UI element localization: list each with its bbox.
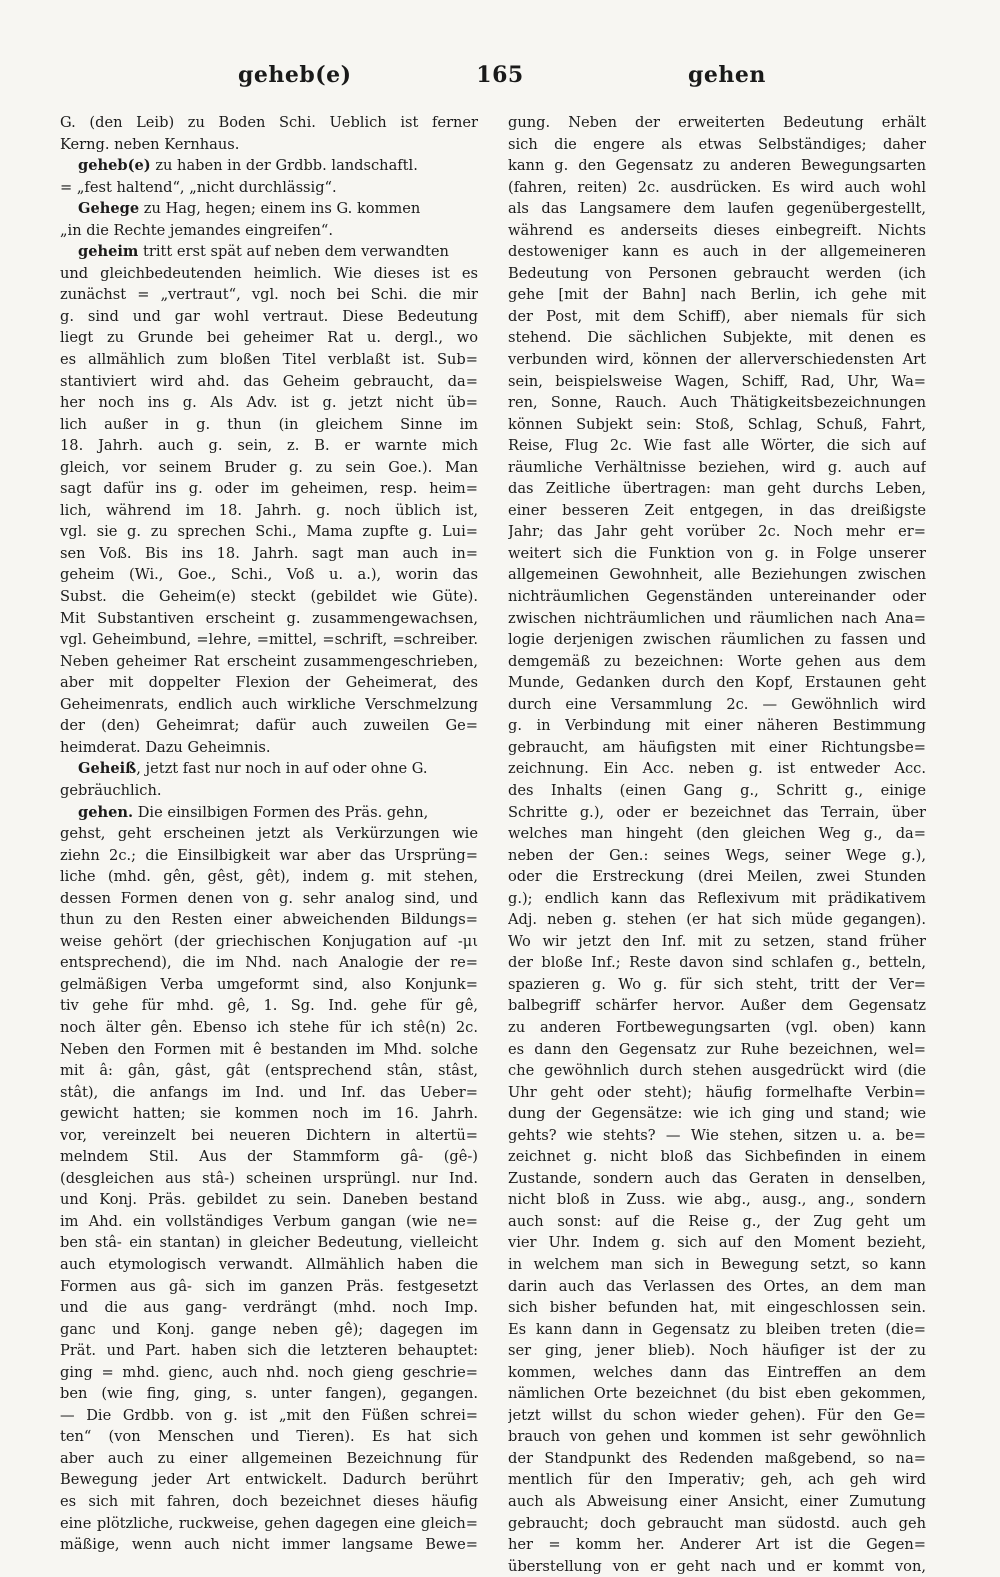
text-line xyxy=(60,1491,478,1513)
text-line xyxy=(508,1168,926,1190)
line-text: demgemäß zu bezeichnen: Worte gehen aus dem xyxy=(508,652,926,670)
line-text: vier Uhr. Indem g. sich auf den Moment bezieht, xyxy=(508,1234,926,1252)
text-line xyxy=(60,1017,478,1039)
line-text: gleich, vor seinem Bruder g. zu sein Goe.). Man xyxy=(60,458,478,476)
text-line xyxy=(508,866,926,888)
text-line xyxy=(508,780,926,802)
text-line xyxy=(508,1017,926,1039)
text-line xyxy=(508,1039,926,1061)
text-line xyxy=(60,802,478,824)
text-line xyxy=(60,198,478,220)
text-line xyxy=(508,349,926,371)
line-text: gehe [mit der Bahn] nach Berlin, ich gehe mit xyxy=(508,286,926,304)
text-line xyxy=(508,1469,926,1491)
text-line xyxy=(60,608,478,630)
text-line xyxy=(508,500,926,522)
text-line xyxy=(60,629,478,651)
line-text: mit â: gân, gâst, gât (entsprechend stân, stâst, xyxy=(60,1062,478,1080)
text-line xyxy=(508,155,926,177)
text-line xyxy=(508,845,926,867)
line-text: überstellung von er geht nach und er kommt von, xyxy=(508,1557,926,1575)
text-line xyxy=(508,1082,926,1104)
text-line xyxy=(508,220,926,242)
text-line xyxy=(508,1211,926,1233)
text-line xyxy=(60,1319,478,1341)
text-line xyxy=(60,155,478,177)
text-line xyxy=(60,500,478,522)
text-line xyxy=(508,1146,926,1168)
line-text: der Standpunkt des Redenden maßgebend, so na= xyxy=(508,1449,926,1467)
column-gutter xyxy=(491,112,492,1412)
line-text: „in die Rechte jemandes eingreifen“. xyxy=(60,221,333,239)
text-line xyxy=(60,823,478,845)
line-text: aber auch zu einer allgemeinen Bezeichnung für xyxy=(60,1449,478,1467)
headword: gehen. xyxy=(78,803,134,821)
line-text: als das Langsamere dem laufen gegenübergestellt, xyxy=(508,200,926,218)
text-line xyxy=(508,241,926,263)
right-column xyxy=(508,112,926,1577)
text-line xyxy=(60,543,478,565)
text-line xyxy=(508,608,926,630)
line-text: nichträumlichen Gegenständen untereinander oder xyxy=(508,588,926,606)
text-line xyxy=(508,909,926,931)
text-line xyxy=(60,349,478,371)
line-text: entsprechend), die im Nhd. nach Analogie der re= xyxy=(60,954,478,972)
line-text: Geheimenrats, endlich auch wirkliche Verschmelzung xyxy=(60,695,478,713)
text-line xyxy=(508,651,926,673)
text-line xyxy=(60,1232,478,1254)
line-text: ben (wie fing, ging, s. unter fangen), gegangen. xyxy=(60,1385,478,1403)
text-line xyxy=(60,1362,478,1384)
line-text: Uhr geht oder steht); häufig formelhafte Verbin= xyxy=(508,1083,926,1101)
line-text: geheim (Wi., Goe., Schi., Voß u. a.), worin das xyxy=(60,566,478,584)
text-line xyxy=(60,1082,478,1104)
line-text: che gewöhnlich durch stehen ausgedrückt wird (die xyxy=(508,1062,926,1080)
text-line xyxy=(60,521,478,543)
text-line xyxy=(60,1276,478,1298)
text-line xyxy=(508,1060,926,1082)
text-line xyxy=(508,737,926,759)
text-line xyxy=(60,457,478,479)
line-text: tiv gehe für mhd. gê, 1. Sg. Ind. gehe für gê, xyxy=(60,997,478,1015)
text-line xyxy=(60,586,478,608)
header-left-catchword: geheb(e) xyxy=(238,62,352,88)
line-text: Formen aus gâ- sich im ganzen Präs. festgesetzt xyxy=(60,1277,478,1295)
text-line xyxy=(60,845,478,867)
text-line xyxy=(60,1383,478,1405)
line-text: gehst, geht erscheinen jetzt als Verkürzungen wie xyxy=(60,825,478,843)
line-text: liche (mhd. gên, gêst, gêt), indem g. mit stehen, xyxy=(60,868,478,886)
text-line xyxy=(60,1146,478,1168)
text-line xyxy=(508,974,926,996)
line-text: stehend. Die sächlichen Subjekte, mit denen es xyxy=(508,329,926,347)
line-text: und gleichbedeutenden heimlich. Wie dieses ist es xyxy=(60,264,478,282)
header-right-catchword: gehen xyxy=(688,62,766,88)
line-text: lich außer in g. thun (in gleichem Sinne im xyxy=(60,415,478,433)
text-line xyxy=(60,284,478,306)
line-text: g. sind und gar wohl vertraut. Diese Bedeutung xyxy=(60,307,478,325)
line-text: mentlich für den Imperativ; geh, ach geh wird xyxy=(508,1471,926,1489)
text-line xyxy=(60,888,478,910)
text-line xyxy=(60,931,478,953)
text-line xyxy=(60,1534,478,1556)
text-line xyxy=(508,1405,926,1427)
line-text: gung. Neben der erweiterten Bedeutung erhält xyxy=(508,114,926,131)
line-text: zu anderen Fortbewegungsarten (vgl. oben) kann xyxy=(508,1018,926,1036)
text-line xyxy=(508,1426,926,1448)
line-text: Reise, Flug 2c. Wie fast alle Wörter, die sich auf xyxy=(508,437,926,455)
line-text: in welchem man sich in Bewegung setzt, so kann xyxy=(508,1255,926,1273)
line-text: Jahr; das Jahr geht vorüber 2c. Noch mehr er= xyxy=(508,523,926,541)
text-line xyxy=(60,974,478,996)
line-text: zeichnung. Ein Acc. neben g. ist entweder Acc. xyxy=(508,760,926,778)
text-line xyxy=(60,715,478,737)
line-text: können Subjekt sein: Stoß, Schlag, Schuß, Fahrt, xyxy=(508,415,926,433)
line-text: aber mit doppelter Flexion der Geheimerat, des xyxy=(60,674,478,692)
line-text: Neben geheimer Rat erscheint zusammengeschrieben, xyxy=(60,652,478,670)
line-text: Prät. und Part. haben sich die letzteren behauptet: xyxy=(60,1342,478,1360)
text-line xyxy=(60,392,478,414)
line-text: = „fest haltend“, „nicht durchlässig“. xyxy=(60,178,337,196)
text-line xyxy=(508,1276,926,1298)
text-line xyxy=(508,1232,926,1254)
line-text: Die einsilbigen Formen des Präs. gehn, xyxy=(133,803,429,821)
headword: Geheiß xyxy=(78,760,137,778)
text-line xyxy=(60,1211,478,1233)
line-text: zu haben in der Grdbb. landschaftl. xyxy=(150,157,418,175)
line-text: und Konj. Präs. gebildet zu sein. Daneben bestand xyxy=(60,1191,478,1209)
line-text: während es anderseits dieses einbegreift. Nichts xyxy=(508,221,926,239)
line-text: Bedeutung von Personen gebraucht werden (ich xyxy=(508,264,926,282)
text-line xyxy=(508,177,926,199)
line-text: der Post, mit dem Schiff), aber niemals für sich xyxy=(508,307,926,325)
text-line xyxy=(60,952,478,974)
text-line xyxy=(508,327,926,349)
line-text: vgl. sie g. zu sprechen Schi., Mama zupfte g. Lui= xyxy=(60,523,478,541)
line-text: balbegriff schärfer hervor. Außer dem Gegensatz xyxy=(508,997,926,1015)
text-line xyxy=(508,715,926,737)
line-text: zu Hag, hegen; einem ins G. kommen xyxy=(139,200,421,218)
line-text: Bewegung jeder Art entwickelt. Dadurch berührt xyxy=(60,1471,478,1489)
line-text: gehts? wie stehts? — Wie stehen, sitzen u. a. be= xyxy=(508,1126,926,1144)
text-line xyxy=(60,1060,478,1082)
line-text: melndem Stil. Aus der Stammform gâ- (gê-) xyxy=(60,1148,478,1166)
text-line xyxy=(508,263,926,285)
line-text: es dann den Gegensatz zur Ruhe bezeichnen, wel= xyxy=(508,1040,926,1058)
line-text: im Ahd. ein vollständiges Verbum gangan (wie ne= xyxy=(60,1212,478,1230)
line-text: welches man hingeht (den gleichen Weg g., da= xyxy=(508,825,926,843)
text-line xyxy=(508,672,926,694)
line-text: noch älter gên. Ebenso ich stehe für ich stê(n) 2c. xyxy=(60,1018,478,1036)
text-line xyxy=(60,1168,478,1190)
text-line xyxy=(60,694,478,716)
line-text: Es kann dann in Gegensatz zu bleiben treten (die= xyxy=(508,1320,926,1338)
text-line xyxy=(60,1340,478,1362)
text-line xyxy=(60,1189,478,1211)
text-line xyxy=(508,1448,926,1470)
line-text: — Die Grdbb. von g. ist „mit den Füßen schrei= xyxy=(60,1406,478,1424)
text-line xyxy=(60,1426,478,1448)
line-text: ren, Sonne, Rauch. Auch Thätigkeitsbezeichnungen xyxy=(508,394,926,412)
text-line xyxy=(508,995,926,1017)
text-line xyxy=(508,1103,926,1125)
text-line xyxy=(508,564,926,586)
line-text: sen Voß. Bis ins 18. Jahrh. sagt man auch in= xyxy=(60,544,478,562)
text-line xyxy=(60,1254,478,1276)
line-text: zeichnet g. nicht bloß das Sichbefinden in einem xyxy=(508,1148,926,1166)
line-text: her = komm her. Anderer Art ist die Gegen= xyxy=(508,1536,926,1554)
text-line xyxy=(508,371,926,393)
text-line xyxy=(60,995,478,1017)
text-line xyxy=(508,694,926,716)
text-line xyxy=(60,780,478,802)
text-line xyxy=(508,1513,926,1535)
line-text: 18. Jahrh. auch g. sein, z. B. er warnte mich xyxy=(60,437,478,455)
text-line xyxy=(60,1125,478,1147)
line-text: gelmäßigen Verba umgeformt sind, also Konjunk= xyxy=(60,975,478,993)
text-line xyxy=(60,564,478,586)
line-text: Zustande, sondern auch das Geraten in denselben, xyxy=(508,1169,926,1187)
line-text: zwischen nichträumlichen und räumlichen nach Ana= xyxy=(508,609,926,627)
text-line xyxy=(508,1491,926,1513)
line-text: Munde, Gedanken durch den Kopf, Erstaunen geht xyxy=(508,674,926,692)
line-text: räumliche Verhältnisse beziehen, wird g. auch auf xyxy=(508,458,926,476)
line-text: gewicht hatten; sie kommen noch im 16. Jahrh. xyxy=(60,1105,478,1123)
text-line xyxy=(508,521,926,543)
text-line xyxy=(508,435,926,457)
line-text: vgl. Geheimbund, =lehre, =mittel, =schrift, =schreiber. xyxy=(60,631,478,649)
line-text: dung der Gegensätze: wie ich ging und stand; wie xyxy=(508,1105,926,1123)
text-line xyxy=(508,1340,926,1362)
text-line xyxy=(508,1189,926,1211)
line-text: logie derjenigen zwischen räumlichen zu fassen und xyxy=(508,631,926,649)
line-text: tritt erst spät auf neben dem verwandten xyxy=(138,243,449,261)
line-text: weitert sich die Funktion von g. in Folge unserer xyxy=(508,544,926,562)
text-line xyxy=(508,931,926,953)
text-line xyxy=(508,823,926,845)
line-text: sich die engere als etwas Selbständiges; daher xyxy=(508,135,926,153)
line-text: kann g. den Gegensatz zu anderen Bewegungsarten xyxy=(508,157,926,175)
line-text: gebraucht; doch gebraucht man südostd. auch geh xyxy=(508,1514,926,1532)
line-text: gebraucht, am häufigsten mit einer Richtungsbe= xyxy=(508,738,926,756)
text-line xyxy=(60,1513,478,1535)
headword: Gehege xyxy=(78,200,140,218)
line-text: destoweniger kann es auch in der allgemeineren xyxy=(508,243,926,261)
line-text: ganc und Konj. gange neben gê); dagegen im xyxy=(60,1320,478,1338)
headword: geheim xyxy=(78,243,139,261)
line-text: her noch ins g. Als Adv. ist g. jetzt nicht üb= xyxy=(60,394,478,412)
text-line xyxy=(508,284,926,306)
text-line xyxy=(508,306,926,328)
line-text: (desgleichen aus stâ-) scheinen ursprüngl. nur Ind. xyxy=(60,1169,478,1187)
text-line xyxy=(60,1405,478,1427)
line-text: g.); endlich kann das Reflexivum mit prädikativem xyxy=(508,889,926,907)
line-text: das Zeitliche übertragen: man geht durchs Leben, xyxy=(508,480,926,498)
line-text: vor, vereinzelt bei neueren Dichtern in altertü= xyxy=(60,1126,478,1144)
text-line xyxy=(60,177,478,199)
line-text: Subst. die Geheim(e) steckt (gebildet wie Güte). xyxy=(60,588,478,606)
line-text: stât), die anfangs im Ind. und Inf. das Ueber= xyxy=(60,1083,478,1101)
line-text: und die aus gang- verdrängt (mhd. noch Imp. xyxy=(60,1299,478,1317)
text-line xyxy=(508,629,926,651)
text-line xyxy=(508,802,926,824)
text-line xyxy=(60,241,478,263)
text-line xyxy=(508,1297,926,1319)
text-line xyxy=(60,672,478,694)
line-text: liegt zu Grunde bei geheimer Rat u. dergl., wo xyxy=(60,329,478,347)
line-text: oder die Erstreckung (drei Meilen, zwei Stunden xyxy=(508,868,926,886)
text-line xyxy=(508,1534,926,1556)
text-line xyxy=(508,586,926,608)
text-line xyxy=(60,263,478,285)
line-text: sagt dafür ins g. oder im geheimen, resp. heim= xyxy=(60,480,478,498)
text-line xyxy=(508,758,926,780)
line-text: mäßige, wenn auch nicht immer langsame Bewe= xyxy=(60,1536,478,1554)
text-line xyxy=(60,371,478,393)
line-text: ging = mhd. gienc, auch nhd. noch gieng geschrie= xyxy=(60,1363,478,1381)
text-line xyxy=(60,134,478,156)
line-text: g. in Verbindung mit einer näheren Bestimmung xyxy=(508,717,926,735)
text-line xyxy=(60,1448,478,1470)
line-text: der bloße Inf.; Reste davon sind schlafen g., betteln, xyxy=(508,954,926,972)
line-text: Kerng. neben Kernhaus. xyxy=(60,135,240,153)
line-text: Neben den Formen mit ê bestanden im Mhd. solche xyxy=(60,1040,478,1058)
line-text: sich bisher befunden hat, mit eingeschlossen sein. xyxy=(508,1299,926,1317)
text-line xyxy=(508,1362,926,1384)
text-line xyxy=(508,457,926,479)
text-line xyxy=(60,1469,478,1491)
text-line xyxy=(60,866,478,888)
line-text: gebräuchlich. xyxy=(60,781,162,799)
text-line xyxy=(60,909,478,931)
line-text: ben stâ- ein stantan) in gleicher Bedeutung, vielleicht xyxy=(60,1234,478,1252)
line-text: Adj. neben g. stehen (er hat sich müde gegangen). xyxy=(508,911,926,929)
text-line xyxy=(508,952,926,974)
line-text: dessen Formen denen von g. sehr analog sind, und xyxy=(60,889,478,907)
text-line xyxy=(60,112,478,134)
line-text: einer besseren Zeit entgegen, in das dreißigste xyxy=(508,501,926,519)
text-line xyxy=(60,478,478,500)
line-text: nämlichen Orte bezeichnet (du bist eben gekommen, xyxy=(508,1385,926,1403)
text-line xyxy=(60,651,478,673)
line-text: verbunden wird, können der allerverschiedensten Art xyxy=(508,351,926,369)
text-line xyxy=(508,198,926,220)
line-text: sein, beispielsweise Wagen, Schiff, Rad, Uhr, Wa= xyxy=(508,372,926,390)
line-text: Schritte g.), oder er bezeichnet das Terrain, über xyxy=(508,803,926,821)
text-line xyxy=(60,758,478,780)
page-number: 165 xyxy=(476,62,524,88)
text-line xyxy=(508,414,926,436)
line-text: Wo wir jetzt den Inf. mit zu setzen, stand früher xyxy=(508,932,926,950)
line-text: thun zu den Resten einer abweichenden Bildungs= xyxy=(60,911,478,929)
line-text: Mit Substantiven erscheint g. zusammengewachsen, xyxy=(60,609,478,627)
left-column xyxy=(60,112,478,1556)
line-text: , jetzt fast nur noch in auf oder ohne G. xyxy=(136,760,428,778)
text-line xyxy=(60,1103,478,1125)
line-text: eine plötzliche, ruckweise, gehen dagegen eine gleich= xyxy=(60,1514,478,1532)
line-text: neben der Gen.: seines Wegs, seiner Wege g.), xyxy=(508,846,926,864)
text-line xyxy=(508,888,926,910)
line-text: es allmählich zum bloßen Titel verblaßt ist. Sub= xyxy=(60,351,478,369)
line-text: des Inhalts (einen Gang g., Schritt g., einige xyxy=(508,781,926,799)
line-text: stantiviert wird ahd. das Geheim gebraucht, da= xyxy=(60,372,478,390)
line-text: darin auch das Verlassen des Ortes, an dem man xyxy=(508,1277,926,1295)
line-text: brauch von gehen und kommen ist sehr gewöhnlich xyxy=(508,1428,926,1446)
line-text: ser ging, jener blieb). Noch häufiger ist der zu xyxy=(508,1342,926,1360)
line-text: auch sonst: auf die Reise g., der Zug geht um xyxy=(508,1212,926,1230)
text-line xyxy=(508,134,926,156)
text-line xyxy=(60,1297,478,1319)
line-text: es sich mit fahren, doch bezeichnet dieses häufig xyxy=(60,1493,478,1510)
line-text: auch als Abweisung einer Ansicht, einer Zumutung xyxy=(508,1493,926,1510)
running-header xyxy=(0,62,1000,98)
line-text: allgemeinen Gewohnheit, alle Beziehungen zwischen xyxy=(508,566,926,584)
line-text: zunächst = „vertraut“, vgl. noch bei Schi. die mir xyxy=(60,286,478,304)
text-line xyxy=(508,543,926,565)
line-text: lich, während im 18. Jahrh. g. noch üblich ist, xyxy=(60,501,478,519)
line-text: heimderat. Dazu Geheimnis. xyxy=(60,738,271,756)
text-line xyxy=(60,435,478,457)
line-text: kommen, welches dann das Eintreffen an dem xyxy=(508,1363,926,1381)
text-line xyxy=(60,306,478,328)
text-line xyxy=(60,1039,478,1061)
text-line xyxy=(508,1383,926,1405)
text-line xyxy=(508,478,926,500)
text-line xyxy=(60,737,478,759)
line-text: nicht bloß in Zuss. wie abg., ausg., ang., sondern xyxy=(508,1191,926,1209)
text-line xyxy=(60,414,478,436)
line-text: durch eine Versammlung 2c. — Gewöhnlich wird xyxy=(508,695,926,713)
text-line xyxy=(508,392,926,414)
text-line xyxy=(508,112,926,134)
headword: geheb(e) xyxy=(78,157,151,175)
text-line xyxy=(508,1556,926,1577)
text-line xyxy=(60,327,478,349)
text-line xyxy=(60,220,478,242)
line-text: der (den) Geheimrat; dafür auch zuweilen Ge= xyxy=(60,717,478,735)
line-text: spazieren g. Wo g. für sich steht, tritt der Ver= xyxy=(508,975,926,993)
line-text: G. (den Leib) zu Boden Schi. Ueblich ist ferner xyxy=(60,114,478,131)
line-text: weise gehört (der griechischen Konjugation auf -μι xyxy=(60,932,478,950)
text-line xyxy=(508,1319,926,1341)
line-text: jetzt willst du schon wieder gehen). Für den Ge= xyxy=(508,1406,926,1424)
line-text: (fahren, reiten) 2c. ausdrücken. Es wird auch wohl xyxy=(508,178,926,196)
line-text: ten“ (von Menschen und Tieren). Es hat sich xyxy=(60,1428,478,1446)
line-text: ziehn 2c.; die Einsilbigkeit war aber das Ursprüng= xyxy=(60,846,478,864)
line-text: auch etymologisch verwandt. Allmählich haben die xyxy=(60,1255,478,1273)
text-line xyxy=(508,1254,926,1276)
text-line xyxy=(508,1125,926,1147)
